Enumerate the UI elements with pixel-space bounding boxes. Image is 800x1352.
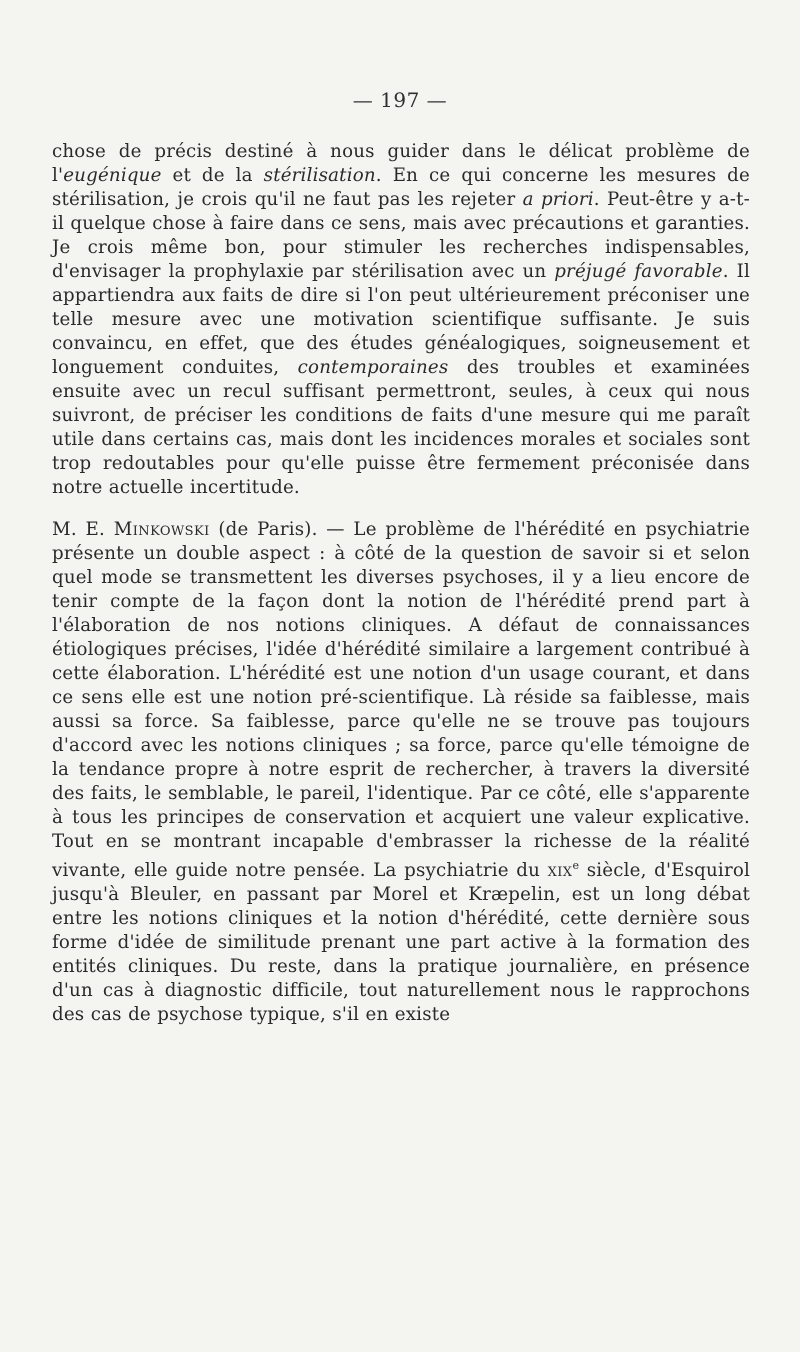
page-number: — 197 — xyxy=(352,88,448,112)
century-text: xix xyxy=(547,860,573,882)
italic-prejuge-favorable: préjugé favorable xyxy=(554,261,723,282)
p1-text-2: et de la xyxy=(161,165,264,186)
italic-a-priori: a priori xyxy=(522,189,594,210)
italic-eugenique: eugénique xyxy=(63,165,162,186)
century-superscript: e xyxy=(572,859,580,872)
paragraph-sterilisation xyxy=(52,140,750,500)
p1-text-1: chose de précis destiné à nous guider dans le délicat problème de l' xyxy=(52,141,750,186)
page-body xyxy=(52,140,750,1027)
p1-text-5: . Il appartiendra aux faits de dire si l'on peut ultérieurement préconiser une telle mesure avec une motivation scientifique suffisante. Je suis convaincu, en effet, que des études généalogiques, soigneusement et longuement conduites, xyxy=(52,261,751,378)
p2-text-2: siècle, d'Esquirol jusqu'à Bleuler, en passant par Morel et Kræpelin, est un long débat entre les notions cliniques et la notion d'hérédité, cette dernière sous forme d'idée de similitude prenant une part active à la formation des entités cliniques. Du reste, dans la pratique journalière, en présence d'un cas à diagnostic difficile, tout naturellement nous le rapprochons des cas de psychose typique, s'il en existe xyxy=(52,860,751,1026)
italic-sterilisation: stérilisation xyxy=(263,165,376,186)
p1-text-4: . Peut-être y a-t-il quelque chose à faire dans ce sens, mais avec précautions et garanties. Je crois même bon, pour stimuler les recherches indispensables, d'envisager la prophylaxie par stérilisation avec un xyxy=(52,189,750,282)
speaker-prefix: M. E. xyxy=(52,519,114,540)
paragraph-minkowski xyxy=(52,518,750,1027)
speaker-name: Minkowski xyxy=(113,519,210,540)
italic-contemporaines: contemporaines xyxy=(297,357,449,378)
p1-text-6: des troubles et examinées ensuite avec un recul suffisant permettront, seules, à ceux qui nous suivront, de préciser les conditions de faits d'une mesure qui me paraît utile dans certains cas, mais dont les incidences morales et sociales sont trop redoutables pour qu'elle puisse être fermement préconisée dans notre actuelle incertitude. xyxy=(52,357,750,498)
speaker-place: (de Paris). — xyxy=(209,519,354,540)
p1-text-3: . En ce qui concerne les mesures de stérilisation, je crois qu'il ne faut pas les rejeter xyxy=(52,165,750,210)
p2-text-1: Le problème de l'hérédité en psychiatrie présente un double aspect : à côté de la question de savoir si et selon quel mode se transmettent les diverses psychoses, il y a lieu encore de tenir compte de la façon dont la notion de l'hérédité prend part à l'élaboration de nos notions cliniques. A défaut de connaissances étiologiques précises, l'idée d'hérédité similaire a largement contribué à cette élaboration. L'hérédité est une notion d'un usage courant, et dans ce sens elle est une notion pré-scientifique. Là réside sa faiblesse, mais aussi sa force. Sa faiblesse, parce qu'elle ne se trouve pas toujours d'accord avec les notions cliniques ; sa force, parce qu'elle témoigne de la tendance propre à notre esprit de rechercher, à travers la diversité des faits, le semblable, le pareil, l'identique. Par ce côté, elle s'apparente à tous les principes de conservation et acquiert une valeur explicative. Tout en se montrant incapable d'embrasser la richesse de la réalité vivante, elle guide notre pensée. La psychiatrie du xyxy=(52,519,751,882)
